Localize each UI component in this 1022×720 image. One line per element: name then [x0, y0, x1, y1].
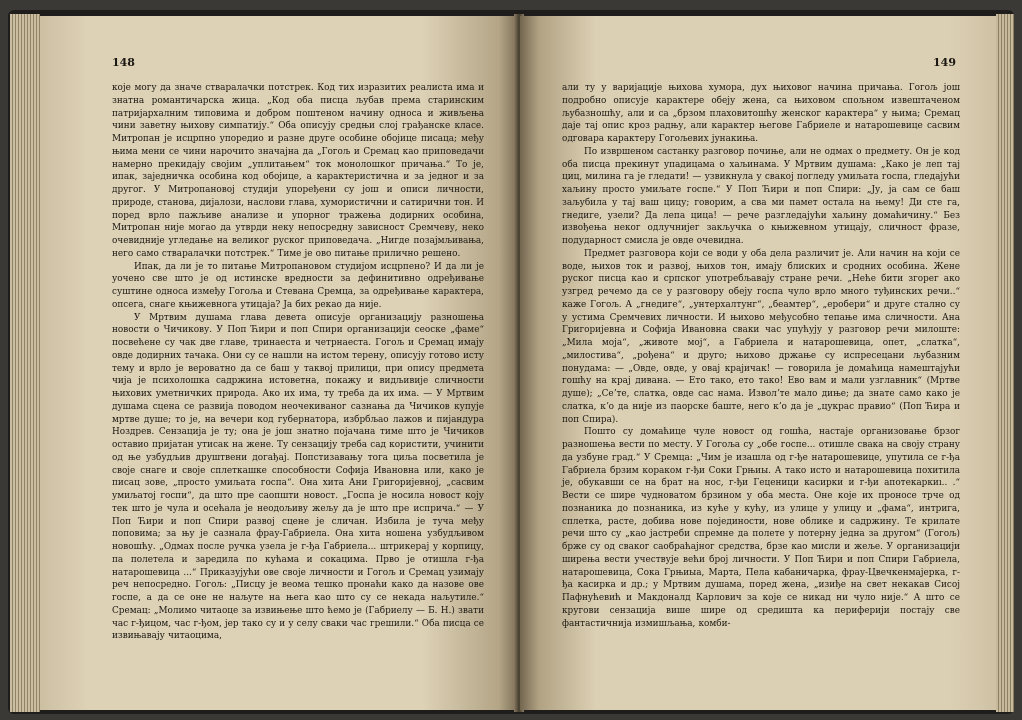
page-text [562, 82, 960, 630]
page-edges-left [10, 14, 40, 712]
left-page [40, 16, 518, 710]
right-page [520, 16, 996, 710]
paragraph: По извршеном састанку разговор почиње, али не одмах о предмету. Он је код оба писца прекинут упадицама о хаљинама. У Мртвим душама: „Како је леп тај циц, милина га је гледати! — узвикнула у свакој погледу умиљата госпа, гледајући хаљину просто умиљате госпе.“ У Поп Ћири и поп Спири: „Ју, ја сам се баш заљубила у тај ваш цицу; говорим, а сва ми памет остала на њему! Ди сте га, гнедиге, узели? Да лепа цица! — рече разгледајући хаљину домаћичину.“ Без извођења неког одлучнијег закључка о књижевном утицају, сличност фразе, подударност смисла је овде очевидна. [562, 146, 960, 246]
paragraph: Пошто су домаћице чуле новост од гошћа, настаје организовање брзог разношења вести по месту. У Гогоља су „обе госпе... отишле свака на своју страну да узбуне град.“ У Сремца: „Чим је изашла од г-ђе натарошевице, упутила се г-ђа Габриела брзим кораком г-ђи Соки Грњиы. А тако исто и натарошевица похитила је, обукавши се на брат на нос, г-ђи Геценици касирки и г-ђи апотекаркиı.. .“ Вести се шире чудноватом брзином у оба места. Оне које их проносе трче од познаника до познаника, из куће у кућу, из улице у улицу и „фама“, интрига, сплетка, расте, добива нове појединости, нове облике и садржину. Те крилате речи што су „као јастреби спремне да полете у потерну једна за другом“ (Гогољ) брже су од сваког саобраћајног средства, брзе као мисли и жеље. У организацији ширења вести учествује већи број личности. У Поп Ћири и поп Спири Габриела, натарошевица, Сока Грњиыа, Марта, Пела кабаничарка, фрау-Цвечкенмајерка, г-ђа касирка и др.; у Мртвим душама, поред жена, „изиђе на свет некакав Сисој Пафнућевић и Макдоналд Карлович за које се никад ни чуло није.“ А што се кругови сензација више шире од средишта ка периферији постају све фантастичнија измишљања, комби- [562, 427, 960, 629]
page-number: 149 [933, 56, 956, 69]
page-text [112, 82, 484, 643]
page-edges-right [996, 14, 1014, 712]
page-number: 148 [112, 56, 135, 69]
paragraph: које могу да значе стваралачки потстрек. Код тих изразитих реалиста има и знатна романтичарска жица. „Код оба писца љубав према старинским патријархалним типовима и добром поштеном начину односа и живљења чини заветну њихову симпатију.“ Оба описују средњи слој грађанске класе. Митропан је исцрпно упоредио и разне друге особине обојице писаца; међу њима мени се чини нарочито значајна да „Гогољ и Сремац као приповедачи намерно прекидају својим „уплитањем“ ток монолошког причања.“ То је, ипак, заједничка особина код обојице, а карактеристична и за једног и за другог. У Митропановој студији упоређени су још и описи личности, природе, станова, дијалози, наслови глава, хумористични и сатирични тон. И поред врло пажљиве анализе и упорног тражења додирних особина, Митропан није могао да утврди неку непосредну зависност Сремчеву, неко очевидније угледање на великог руског приповедача. „Нигде позајмљивања, него само стваралачки потстрек.“ Тиме је ово питање прилично решено. [112, 83, 484, 259]
paragraph: Предмет разговора који се води у оба дела различит је. Али начин на који се воде, њихов ток и развој, њихов тон, имају блиских и сродних особина. Жене руског писца као и српског употребљавају стране речи. „Неће бити згорег ако узгред речемо да се у разговору обеју госпа чуло врло много туђинских речи..“ каже Гогољ. А „гнедиге“, „унтерхалтунг“, „беамтер“, „еробери“ и друге стално су у устима Сремчевих личности. И њихово међусобно тепање има сличности. Ана Григоријевна и Софија Ивановна сваки час упућују у разговор речи милоште: „Мила моја“, „животе мој“, а Габриела и натарошевица, опет, „слатка“, „милостива“, „рођена“ и друго; њихово држање су испресецани љубазним понудама: — „Овде, овде, у овај крајичак! — говорила је домаћица намештајући гошћу на крај дивана. — Ето тако, ето тако! Ево вам и мали узглавник“ (Мртве душе); „Сеʼте, слатка, овде сас нама. Изволʼте мало дињe; да знате само како је слатка, кʼо да није из паорске баште, него кʼо да је „цукрас правио“ (Поп Ћира и поп Спира). [562, 248, 960, 425]
paragraph: У Мртвим душама глава девета описује организацију разношења новости о Чичикову. У Поп Ћири и поп Спири организацији сеоске „фаме“ посвећене су чак две главе, тринаеста и четрнаеста. Гогољ и Сремац имају овде додирних тачака. Они су се нашли на истом терену, описују готово исту тему и врло је вероватно да се баш у таквој прилици, при опису предмета чија је психолошка садржина истоветна, покажу и видљивије сличности њихових уметничких природа. Ако их има, ту треба да их има. — У Мртвим душама сцена се развија поводом неочекиваног сазнања да Чичиков купује мртве душе; то је, на вечери код губернатора, избрбљао лажов и пијандура Ноздрев. Сензација је ту; она је још знатно појачана тиме што је Чичиков оставио пријатан утисак на жене. Ту сензацију треба сад користити, учинити од ње узбудљив друштвени догађај. Попстизавању тога циља посветила је своје снаге и своје сплеткашке способности Софија Ивановна или, како је писац зове, „просто умиљата госпа“. Она хита Ани Григоријевној, „сасвим умиљатој госпи“, да што пре саопшти новост. „Госпа је носила новост коју тек што је чула и осећала је неодољиву жељу да је што пре исприча.“ — У Поп Ћири и поп Спири развој сцене је сличан. Избила је туча међу поповима; за њу је сазнала фрау-Габриела. Она хита ношена узбудљивом новошћу. „Одмах после ручка узела је г-ђа Габриела... штрикераj у корпицу, па полетела и заредила по кућама и сокацима. Прво је отишла г-ђа натарошевица ...“ Приказујући ове своје личности и Гогољ и Сремац узимају реч непосредно. Гогољ: „Писцу је веома тешко пронаћи како да назове ове госпе, а да се оне не наљуте на њега као што су се некада наљутиле.“ Сремац: „Молимо читаоце за извињење што ћемо је (Габриелу — Б. Н.) звати час г-ђицом, час г-ђом, јер тако су и у селу сваки час грешили.“ Оба писца се извињавају читаоцима, [112, 312, 484, 642]
paragraph: Ипак, да ли је то питање Митропановом студијом исцрпено? И да ли је уочено све што је од истинске вредности за дефинитивно одређивање суштине односа између Гогоља и Стевана Сремца, за одређивање карактера, опсега, снаге књижевнога утицаја? Ја бих рекао да није. [112, 261, 484, 310]
paragraph: али ту у варијације њихова хумора, дух њиховог начина причања. Гогољ још подробно описује карактере обеју жена, са њиховом спољном извештаченом љубазношћу, али и са „брзом плаховитошћу женског карактера“ у њима; Сремац даје тај опис кроз радњу, али карактер његовe Габриеле и натарошевице сасвим одговара карактеру Гогољевих јунакиња. [562, 83, 960, 144]
